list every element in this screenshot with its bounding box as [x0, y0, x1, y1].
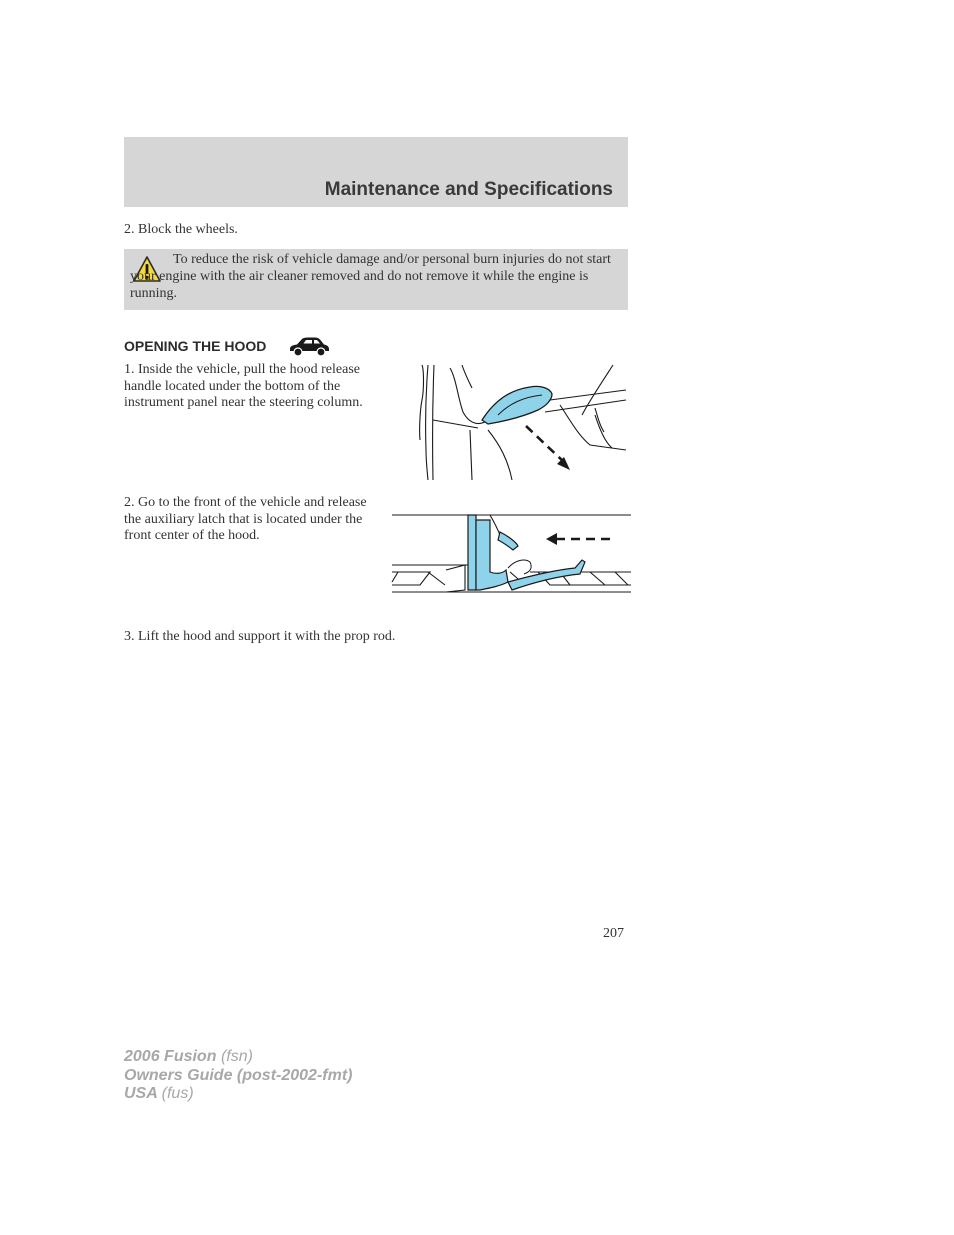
document-footer [124, 1048, 352, 1104]
page-section-title: Maintenance and Specifications [324, 179, 613, 200]
car-icon [287, 334, 331, 358]
step-pull-hood-release: 1. Inside the vehicle, pull the hood release handle located under the bottom of the instrument panel near the steering column. [124, 362, 363, 410]
footer-line-market: USA (fus) [124, 1085, 194, 1102]
warning-box [124, 249, 628, 310]
hood-release-handle-illustration [400, 360, 630, 482]
step-lift-hood: 3. Lift the hood and support it with the prop rod. [124, 629, 396, 644]
warning-text: To reduce the risk of vehicle damage and/or personal burn injuries do not start your engine with the air cleaner removed and do not remove it while the engine is running. [130, 252, 611, 301]
page-number: 207 [603, 926, 624, 941]
footer-line-model: 2006 Fusion (fsn) [124, 1048, 253, 1065]
footer-line-guide: Owners Guide (post-2002-fmt) [124, 1066, 353, 1084]
auxiliary-latch-illustration [390, 510, 632, 598]
header-band [124, 137, 628, 207]
step-release-auxiliary-latch: 2. Go to the front of the vehicle and release the auxiliary latch that is located under the front center of the hood. [124, 495, 367, 543]
step-block-wheels: 2. Block the wheels. [124, 222, 238, 237]
section-heading: OPENING THE HOOD [124, 338, 267, 354]
